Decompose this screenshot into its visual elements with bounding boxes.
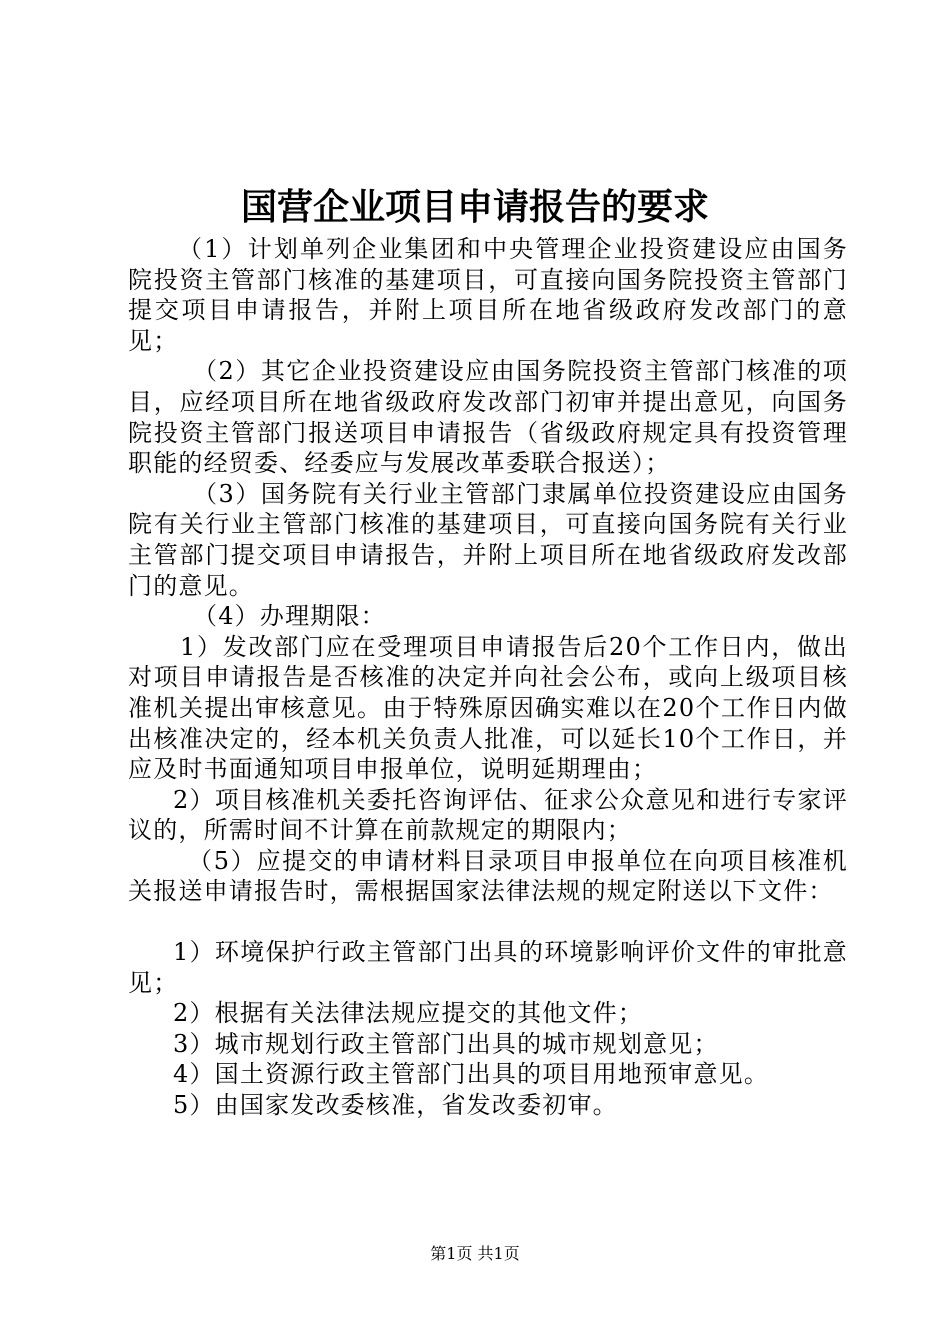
paragraph-12: 5）由国家发改委核准，省发改委初审。 xyxy=(173,1091,618,1120)
paragraph-2: （2）其它企业投资建设应由国务院投资主管部门核准的项目，应经项目所在地省级政府发改部门初审并提出意见，向国务院投资主管部门报送项目申请报告（省级政府规定具有投资管理职能的经贸委、经委应与发展改革委联合报送）； xyxy=(128,357,848,478)
paragraph-1: （1）计划单列企业集团和中央管理企业投资建设应由国务院投资主管部门核准的基建项目，可直接向国务院投资主管部门提交项目申请报告，并附上项目所在地省级政府发改部门的意见； xyxy=(128,235,848,355)
paragraph-4: （4）办理期限： xyxy=(193,602,386,631)
paragraph-10: 3）城市规划行政主管部门出具的城市规划意见； xyxy=(173,1029,719,1058)
paragraph-5: 1）发改部门应在受理项目申请报告后20个工作日内，做出对项目申请报告是否核准的决定并向社会公布，或向上级项目核准机关提出审核意见。由于特殊原因确实难以在20个工作日内做出核准决定的，经本机关负责人批准，可以延长10个工作日，并应及时书面通知项目申报单位，说明延期理由； xyxy=(128,632,848,784)
document-title: 国营企业项目申请报告的要求 xyxy=(240,186,709,228)
paragraph-7: （5）应提交的申请材料目录项目申报单位在向项目核准机关报送申请报告时，需根据国家法律法规的规定附送以下文件： xyxy=(128,846,848,906)
paragraph-6: 2）项目核准机关委托咨询评估、征求公众意见和进行专家评议的，所需时间不计算在前款规定的期限内； xyxy=(128,785,848,845)
page-footer: 第1页 共1页 xyxy=(430,1244,520,1263)
document-body xyxy=(128,234,848,1121)
paragraph-8: 1）环境保护行政主管部门出具的环境影响评价文件的审批意见； xyxy=(128,938,848,997)
paragraph-9: 2）根据有关法律法规应提交的其他文件； xyxy=(173,999,644,1028)
paragraph-spacer xyxy=(128,907,848,937)
paragraph-11: 4）国土资源行政主管部门出具的项目用地预审意见。 xyxy=(173,1060,770,1089)
paragraph-3: （3）国务院有关行业主管部门隶属单位投资建设应由国务院有关行业主管部门核准的基建项目，可直接向国务院有关行业主管部门提交项目申请报告，并附上项目所在地省级政府发改部门的意见。 xyxy=(128,479,848,600)
